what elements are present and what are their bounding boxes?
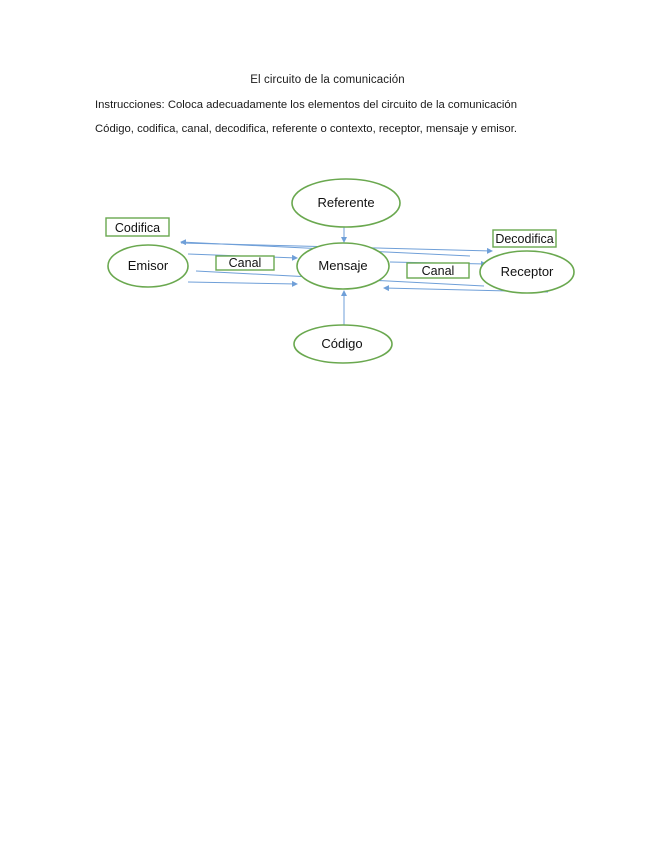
label-codifica-text: Codifica [114, 221, 161, 235]
node-referente [292, 179, 400, 227]
node-receptor-label: Receptor [500, 264, 554, 279]
node-receptor [480, 251, 574, 293]
label-canal-right-text: Canal [421, 264, 455, 278]
label-canal-right [407, 263, 469, 278]
node-emisor [108, 245, 188, 287]
node-referente-label: Referente [317, 195, 375, 210]
label-canal-left [216, 256, 274, 270]
node-mensaje-label: Mensaje [318, 258, 368, 273]
instructions-text: Instrucciones: Coloca adecuadamente los elementos del circuito de la comunicación [95, 99, 517, 111]
node-emisor-label: Emisor [127, 258, 169, 273]
label-decodifica-text: Decodifica [495, 232, 554, 246]
page-title: El circuito de la comunicación [250, 74, 405, 86]
label-canal-left-text: Canal [228, 256, 262, 270]
node-mensaje [297, 243, 389, 289]
label-decodifica [493, 230, 556, 247]
label-codifica [106, 218, 169, 236]
word-bank-text: Código, codifica, canal, decodifica, referente o contexto, receptor, mensaje y emisor. [95, 123, 517, 135]
node-codigo-label: Código [321, 336, 363, 351]
arrow-emisor-lower-to-mensaje [188, 282, 297, 284]
node-codigo [294, 325, 392, 363]
